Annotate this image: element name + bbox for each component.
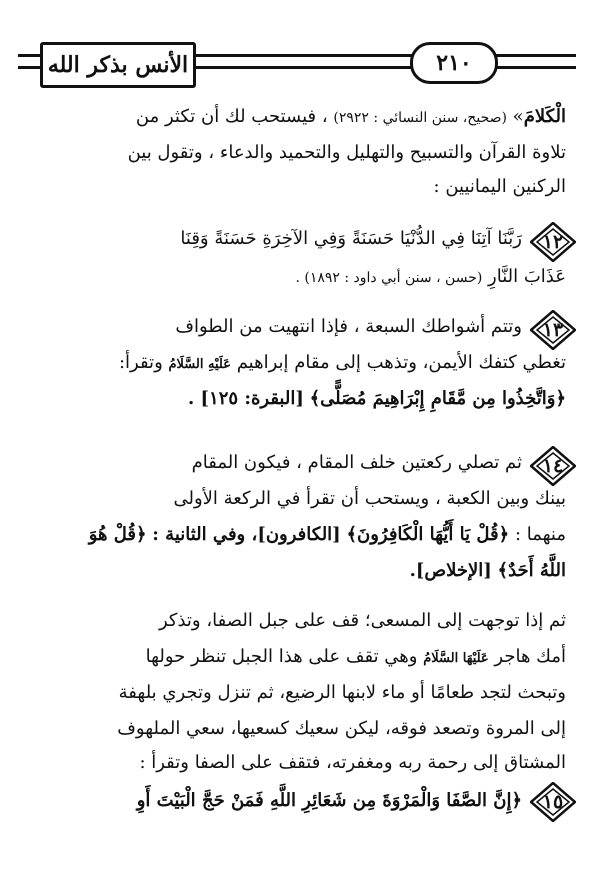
- quran-reference: [الكافرون]، وفي الثانية :: [152, 524, 341, 545]
- intro-lead-word: الْكَلامَ: [523, 106, 566, 127]
- item-13-text: تغطي كتفك الأيمن، وتذهب إلى مقام إبراهيم: [236, 352, 566, 373]
- salutation-glyph: عَلَيْهَا السَّلَامُ: [423, 651, 489, 666]
- header-rule-right: [492, 54, 576, 57]
- item-14-lead: منهما :: [514, 524, 566, 545]
- item-12-text: عَذَابَ النَّارِ: [488, 266, 566, 287]
- item-number: ١٤: [542, 455, 564, 477]
- item-number-badge-14: [530, 446, 576, 486]
- header-rule-mid: [190, 54, 412, 57]
- item-13-line-1: وتتم أشواطك السبعة ، فإذا انتهيت من الطواف: [175, 316, 522, 337]
- item-14-line-4: [28, 560, 566, 581]
- quran-quote: ﴿وَاتَّخِذُوا مِن مَّقَامِ إِبْرَاهِيمَ مُصَلًّى﴾: [309, 388, 566, 409]
- item-number: ١٥: [542, 791, 564, 813]
- item-number: ١٣: [542, 319, 564, 341]
- safa-line-4: إلى المروة وتصعد فوقه، ليكن سعيك كسعيها، سعي الملهوف: [117, 718, 566, 739]
- intro-line-1-rest: ، فيستحب لك أن تكثر من: [135, 106, 328, 127]
- item-14-line-3: [28, 524, 566, 545]
- intro-line-2: تلاوة القرآن والتسبيح والتهليل والتحميد والدعاء ، وتقول بين: [127, 142, 566, 163]
- safa-line-2: [28, 646, 566, 667]
- header-rule-mid-2: [190, 66, 412, 69]
- safa-line-1: ثم إذا توجهت إلى المسعى؛ قف على جبل الصفا، وتذكر: [158, 610, 566, 631]
- item-13-end: وتقرأ:: [118, 352, 163, 373]
- item-14-line-2: بينك وبين الكعبة ، ويستحب أن تقرأ في الركعة الأولى: [173, 488, 566, 509]
- salutation-glyph: عَلَيْهِ السَّلَامُ: [168, 357, 231, 372]
- safa-line-3: وتبحث لتجد طعامًا أو ماء لابنها الرضيع، ثم تنزل وتجري بلهفة: [118, 682, 566, 703]
- item-15-line-1: [28, 790, 522, 811]
- quran-quote: اللَّهُ أَحَدٌ﴾: [497, 560, 566, 581]
- header-rule-right-2: [492, 66, 576, 69]
- book-title: الأنس بذكر الله: [40, 42, 196, 88]
- page-number: ٢١٠: [410, 42, 498, 84]
- quran-reference: [البقرة: ١٢٥] .: [187, 388, 304, 409]
- item-12-line-2: [28, 266, 566, 287]
- item-number-badge-12: [530, 222, 576, 262]
- intro-line-1: الْكَلامَ» (صحيح، سنن النسائي : ٢٩٢٢) ، فيستحب لك أن تكثر من: [135, 106, 566, 127]
- quran-quote: ﴿قُلْ هُوَ: [88, 524, 147, 545]
- item-12-line-1: رَبَّنَا آتِنَا فِي الدُّنْيَا حَسَنَةً وَفِي الآخِرَةِ حَسَنَةً وَقِنَا: [180, 228, 522, 249]
- quran-quote: ﴿إِنَّ الصَّفَا وَالْمَرْوَةَ مِن شَعَائِرِ اللَّهِ فَمَنْ حَجَّ الْبَيْتَ أَوِ: [136, 790, 522, 811]
- safa-text-a: أمك هاجر: [494, 646, 566, 667]
- quran-reference: [الإخلاص].: [409, 560, 492, 581]
- quran-quote: ﴿قُلْ يَا أَيُّهَا الْكَافِرُونَ﴾: [346, 524, 510, 545]
- item-13-line-2: [28, 352, 566, 373]
- item-number: ١٢: [542, 231, 564, 253]
- safa-text-b: وهي تقف على هذا الجبل تنظر حولها: [145, 646, 418, 667]
- item-number-badge-13: [530, 310, 576, 350]
- intro-line-3: الركنين اليمانيين :: [433, 176, 566, 197]
- item-14-line-1: ثم تصلي ركعتين خلف المقام ، فيكون المقام: [191, 452, 522, 473]
- safa-line-5: المشتاق إلى رحمة ربه ومغفرته، فتقف على الصفا وتقرأ :: [139, 752, 566, 773]
- intro-reference: (صحيح، سنن النسائي : ٢٩٢٢): [333, 110, 507, 126]
- item-number-badge-15: [530, 782, 576, 822]
- item-12-reference: (حسن ، سنن أبي داود : ١٨٩٢) .: [295, 270, 483, 286]
- item-13-line-3: [28, 388, 566, 409]
